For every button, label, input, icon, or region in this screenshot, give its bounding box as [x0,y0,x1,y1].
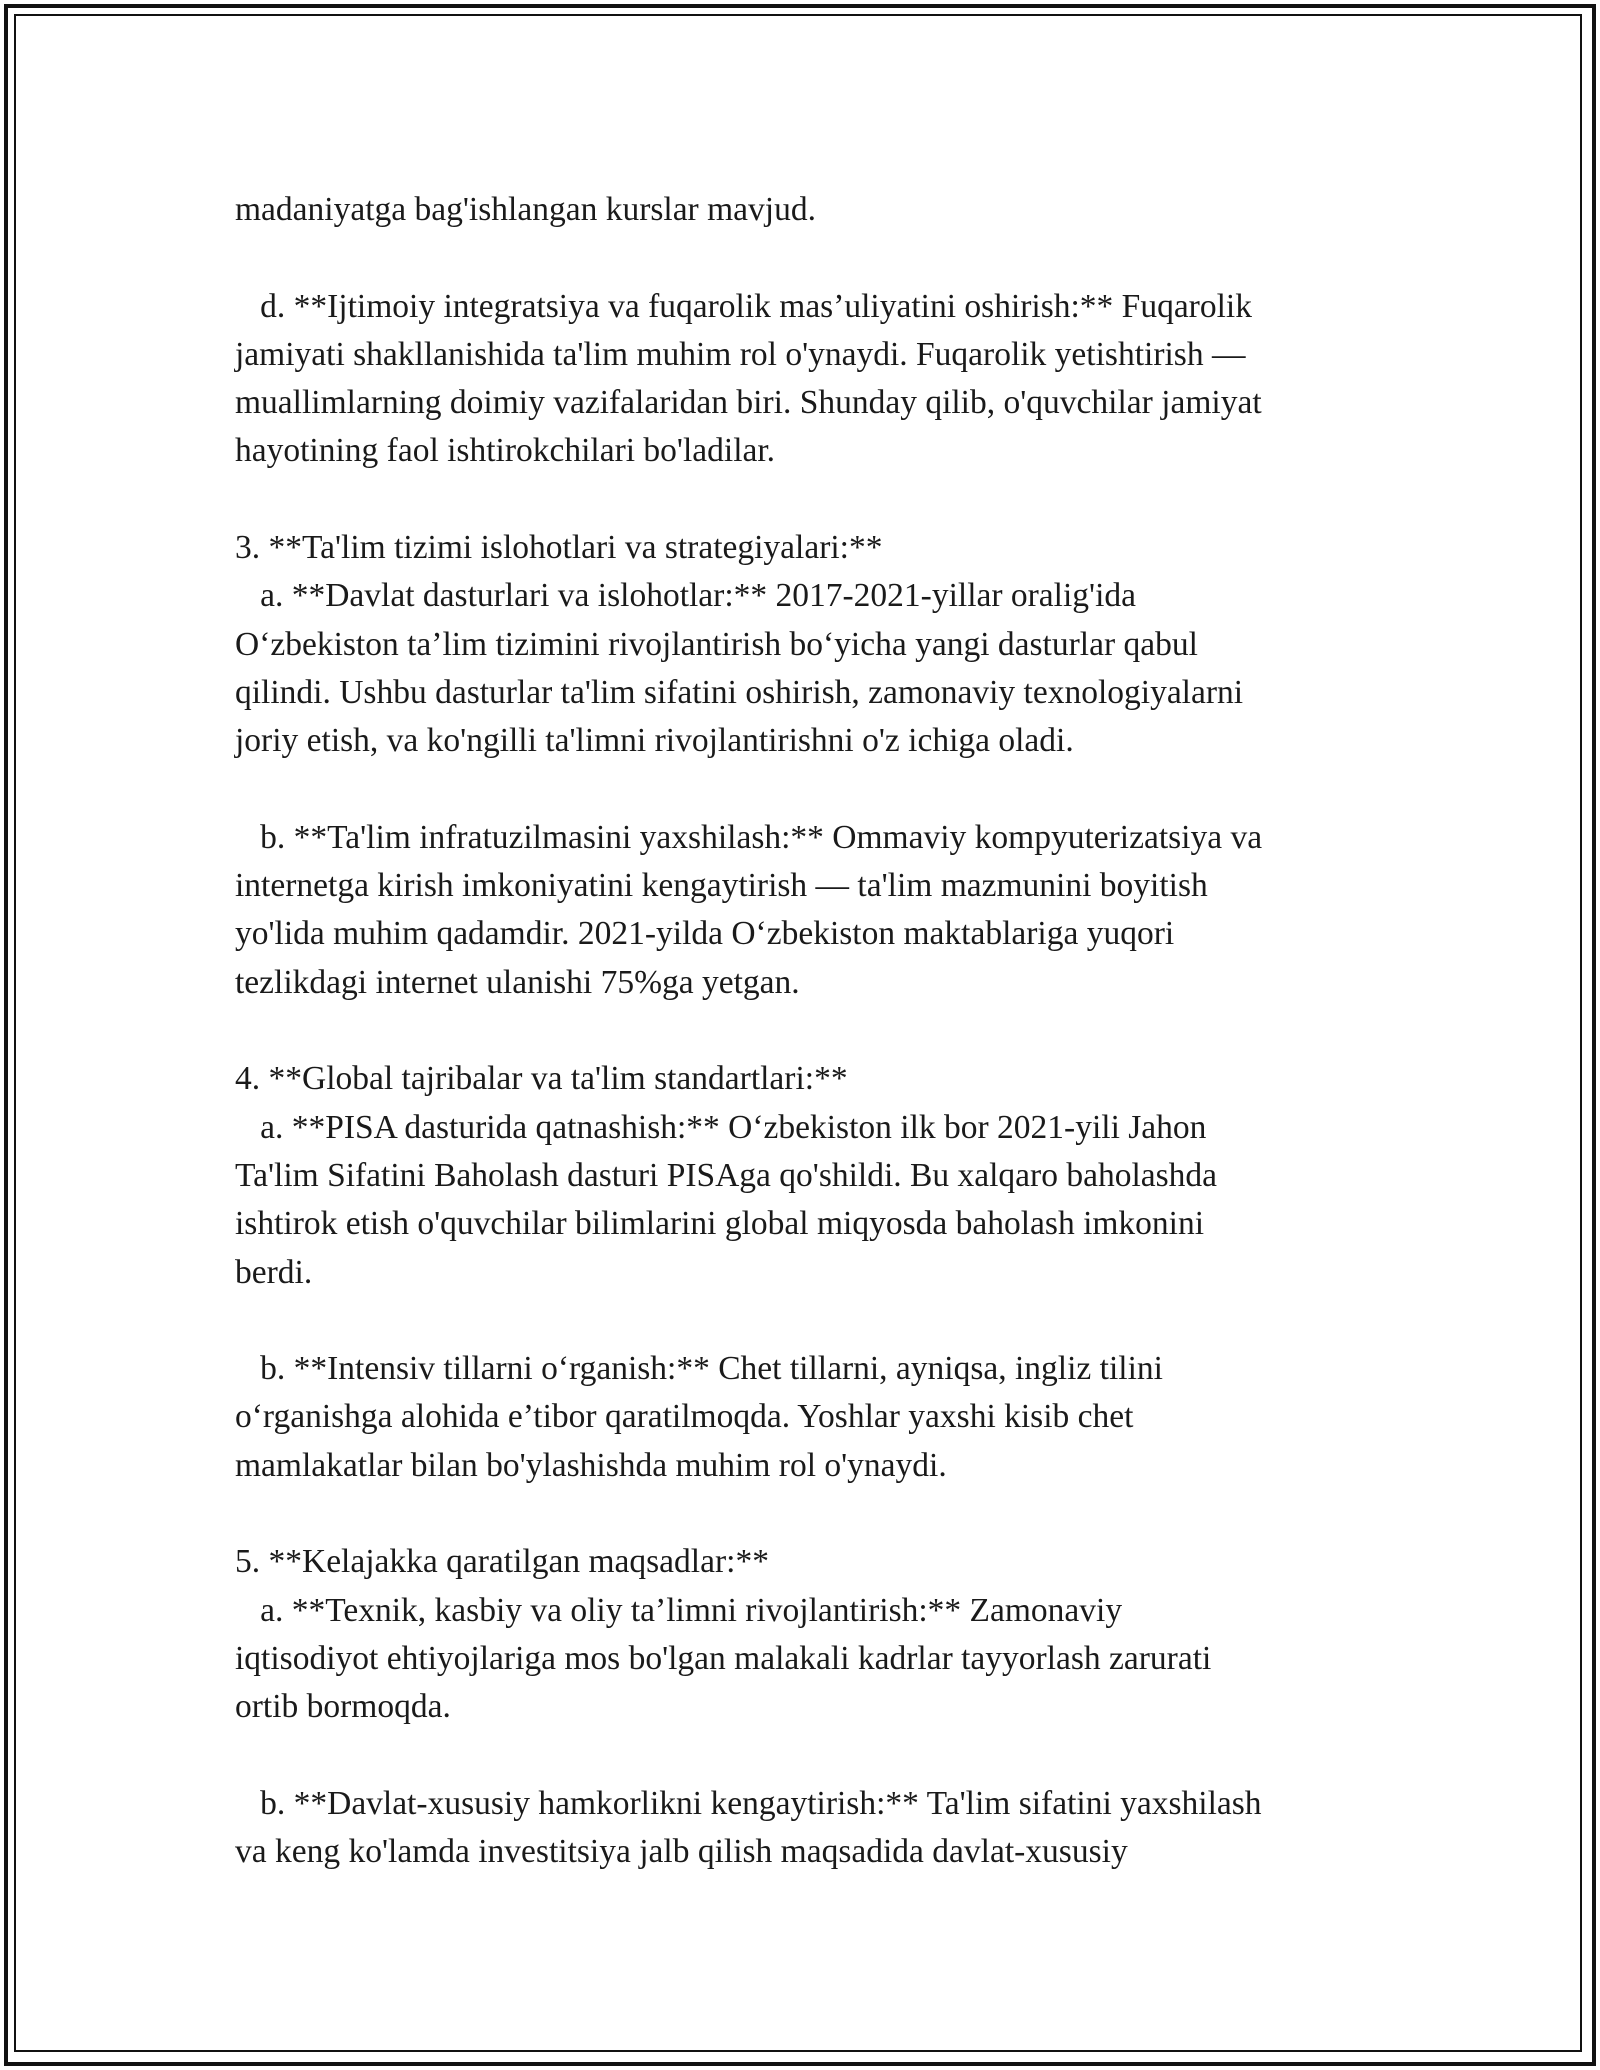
text-line: O‘zbekiston ta’lim tizimini rivojlantirish bo‘yicha yangi dasturlar qabul [235,625,1198,663]
section-heading: 4. **Global tajribalar va ta'lim standartlari:** [235,1060,848,1098]
text-line: berdi. [235,1253,313,1291]
text-line: yo'lida muhim qadamdir. 2021-yilda O‘zbekiston maktablariga yuqori [235,915,1175,953]
text-line: hayotining faol ishtirokchilari bo'ladilar. [235,432,776,470]
text-line: tezlikdagi internet ulanishi 75%ga yetgan. [235,963,800,1001]
text-line: mamlakatlar bilan bo'ylashishda muhim rol o'ynaydi. [235,1446,947,1484]
blank-line [235,1732,1385,1780]
text-line: jamiyati shakllanishida ta'lim muhim rol o'ynaydi. Fuqarolik yetishtirish — [235,335,1246,373]
text-line: b. **Intensiv tillarni o‘rganish:** Chet tillarni, ayniqsa, ingliz tilini [235,1350,1163,1388]
text-line: a. **Davlat dasturlari va islohotlar:** 2017-2021-yillar oralig'ida [235,577,1136,615]
blank-line [235,1007,1385,1055]
text-line: internetga kirish imkoniyatini kengaytirish — ta'lim mazmunini boyitish [235,867,1208,905]
text-line: madaniyatga bag'ishlangan kurslar mavjud. [235,191,816,228]
blank-line [235,766,1385,814]
text-line: a. **Texnik, kasbiy va oliy ta’limni rivojlantirish:** Zamonaviy [235,1591,1123,1629]
document-body [235,186,1385,1876]
text-line: b. **Davlat-xususiy hamkorlikni kengaytirish:** Ta'lim sifatini yaxshilash [235,1784,1262,1822]
text-line: a. **PISA dasturida qatnashish:** O‘zbekiston ilk bor 2021-yili Jahon [235,1108,1207,1146]
text-line: Ta'lim Sifatini Baholash dasturi PISAga qo'shildi. Bu xalqaro baholashda [235,1156,1218,1194]
section-heading: 5. **Kelajakka qaratilgan maqsadlar:** [235,1543,769,1581]
text-line: ishtirok etish o'quvchilar bilimlarini global miqyosda baholash imkonini [235,1205,1205,1243]
text-line: muallimlarning doimiy vazifalaridan biri. Shunday qilib, o'quvchilar jamiyat [235,384,1262,422]
text-line: ortib bormoqda. [235,1688,451,1726]
blank-line [235,234,1385,282]
blank-line [235,476,1385,524]
text-line: qilindi. Ushbu dasturlar ta'lim sifatini oshirish, zamonaviy texnologiyalarni [235,673,1244,711]
section-heading: 3. **Ta'lim tizimi islohotlari va strategiyalari:** [235,529,883,567]
text-line: joriy etish, va ko'ngilli ta'limni rivojlantirishni o'z ichiga oladi. [235,722,1074,760]
text-line: va keng ko'lamda investitsiya jalb qilish maqsadida davlat-xususiy [235,1833,1128,1871]
blank-line [235,1490,1385,1538]
text-line: b. **Ta'lim infratuzilmasini yaxshilash:** Ommaviy kompyuterizatsiya va [235,818,1263,856]
text-line: d. **Ijtimoiy integratsiya va fuqarolik mas’uliyatini oshirish:** Fuqarolik [235,287,1252,325]
text-line: iqtisodiyot ehtiyojlariga mos bo'lgan malakali kadrlar tayyorlash zarurati [235,1639,1212,1677]
text-line: o‘rganishga alohida e’tibor qaratilmoqda. Yoshlar yaxshi kisib chet [235,1398,1134,1436]
blank-line [235,1297,1385,1345]
